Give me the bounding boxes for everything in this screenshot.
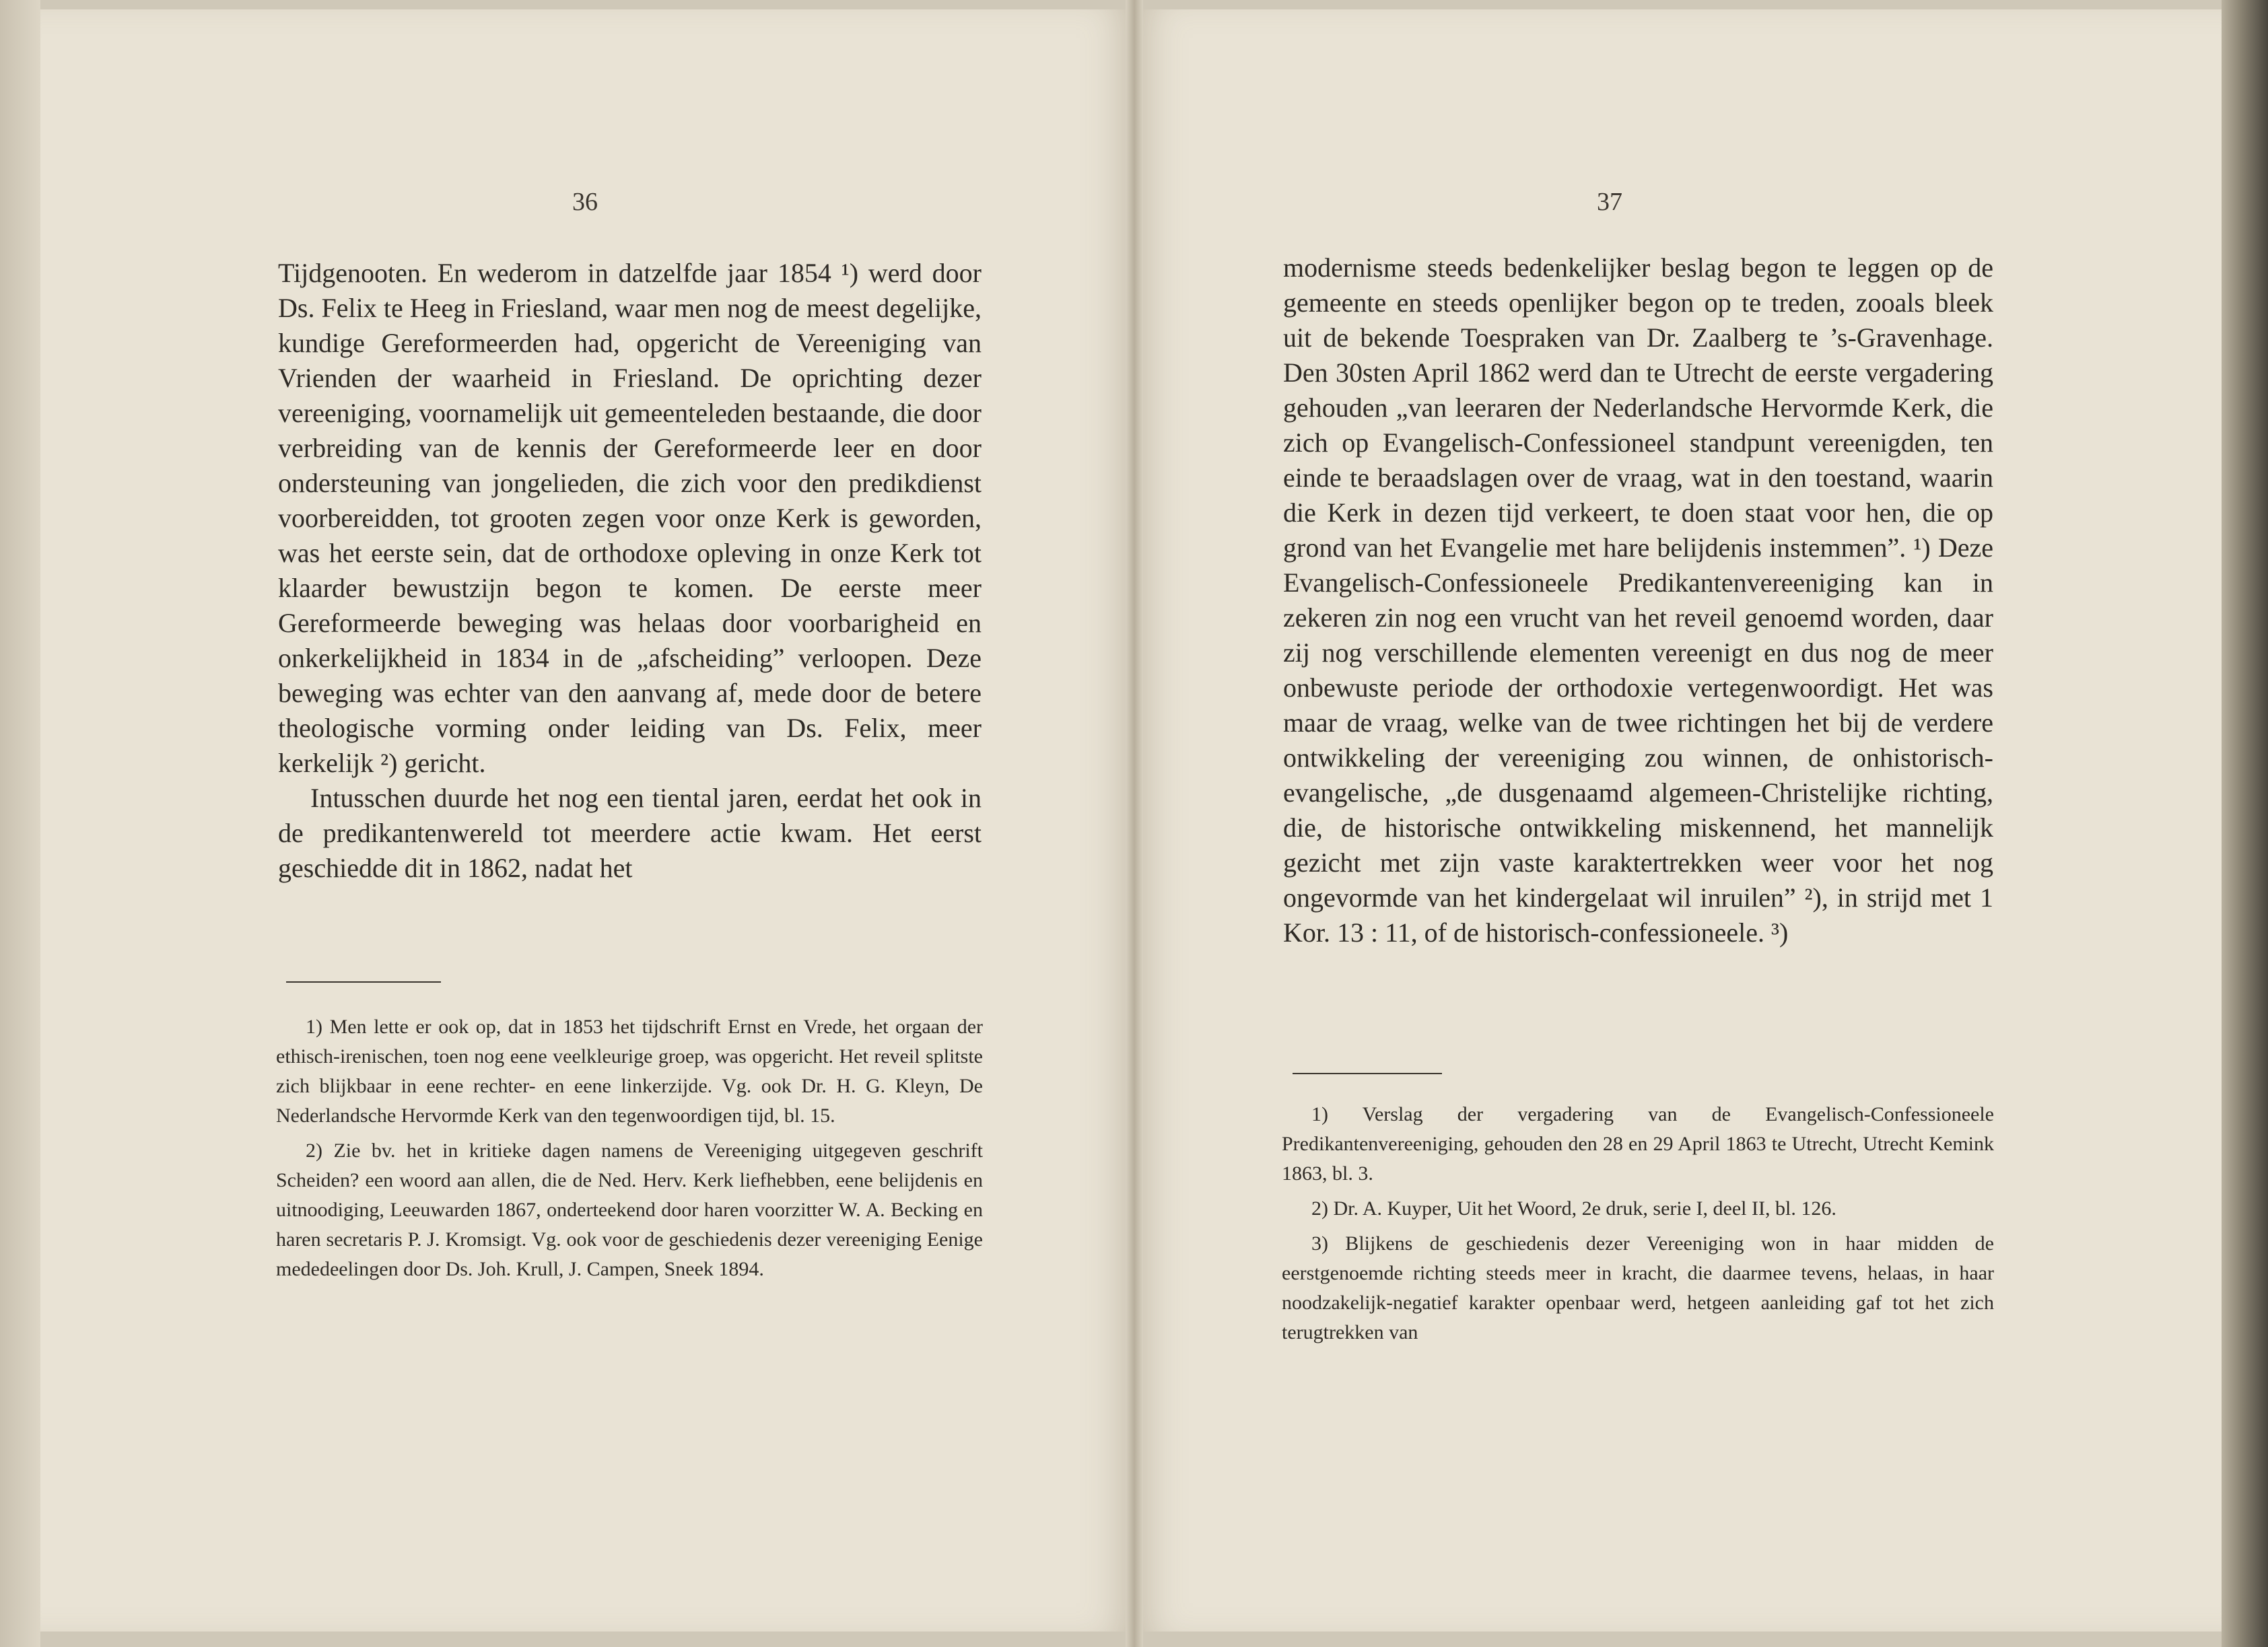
- left-paragraph-2: Intusschen duurde het nog een tiental jaren, eerdat het ook in de predikantenwereld tot meerdere actie kwam. Het eerst geschiedde dit in 1862, nadat het: [278, 783, 982, 883]
- right-body-text: [1283, 250, 1993, 950]
- page-edge-left: [0, 0, 40, 1647]
- left-paragraph-1: Tijdgenooten. En wederom in datzelfde jaar 1854 ¹) werd door Ds. Felix te Heeg in Friesland, waar men nog de meest degelijke, kundige Gereformeerden had, opgericht de Vereeniging van Vrienden der waarheid in Friesland. De oprichting dezer vereeniging, voornamelijk uit gemeenteleden bestaande, die door verbreiding van de kennis der Gereformeerde leer en door ondersteuning van jongelieden, die zich voor den predikdienst voorbereidden, tot grooten zegen voor onze Kerk is geworden, was het eerste sein, dat de orthodoxe opleving in onze Kerk tot klaarder bewustzijn begon te komen. De eerste meer Gereformeerde beweging was helaas door voorbarigheid en onkerkelijkheid in 1834 in de „afscheiding” verloopen. Deze beweging was echter van den aanvang af, mede door de betere theologische vorming onder leiding van Ds. Felix, meer kerkelijk ²) gericht.: [278, 258, 982, 778]
- right-footnote-1: 1) Verslag der vergadering van de Evangelisch-Confessioneele Predikantenvereeniging, gehouden den 28 en 29 April 1863 te Utrecht, Utrecht Kemink 1863, bl. 3.: [1282, 1103, 1994, 1185]
- right-footnotes: [1282, 1100, 1994, 1353]
- right-footnote-3: 3) Blijkens de geschiedenis dezer Vereeniging won in haar midden de eerstgenoemde richting steeds meer in kracht, die daarmee tevens, helaas, in haar noodzakelijk-negatief karakter openbaar werd, hetgeen aanleiding gaf tot het zich terugtrekken van: [1282, 1232, 1994, 1343]
- book-gutter: [1126, 0, 1143, 1647]
- right-paragraph-1: modernisme steeds bedenkelijker beslag begon te leggen op de gemeente en steeds openlijker begon op te treden, zooals bleek uit de bekende Toespraken van Dr. Zaalberg te ’s-Gravenhage. Den 30sten April 1862 werd dan te Utrecht de eerste vergadering gehouden „van leeraren der Nederlandsche Hervormde Kerk, die zich op Evangelisch-Confessioneel standpunt vereenigden, ten einde te beraadslagen over de vraag, wat in den toestand, waarin die Kerk in dezen tijd verkeert, te doen staat voor hen, die op grond van het Evangelie met hare belijdenis instemmen”. ¹) Deze Evangelisch-Confessioneele Predikantenvereeniging kan in zekeren zin nog een vrucht van het reveil genoemd worden, daar zij nog verschillende elementen vereenigt en dus nog de meer onbewuste periode der orthodoxie vertegenwoordigt. Het was maar de vraag, welke van de twee richtingen het bij de verdere ontwikkeling der vereeniging zou winnen, de onhistorisch-evangelische, „de dusgenaamd algemeen-Christelijke richting, die, de historische ontwikkeling miskennend, het mannelijk gezicht met zijn vaste karaktertrekken weer voor het nog ongevormde van het kindergelaat wil inruilen” ²), in strijd met 1 Kor. 13 : 11, of de historisch-confessioneele. ³): [1283, 252, 1993, 948]
- left-footnote-1: 1) Men lette er ook op, dat in 1853 het tijdschrift Ernst en Vrede, het orgaan der ethisch-irenischen, toen nog eene veelkleurige groep, was opgericht. Het reveil splitste zich blijkbaar in eene rechter- en eene linkerzijde. Vg. ook Dr. H. G. Kleyn, De Nederlandsche Hervormde Kerk van den tegenwoordigen tijd, bl. 15.: [276, 1016, 983, 1127]
- footnote-divider-left: [286, 981, 441, 983]
- left-page-number: 36: [572, 188, 598, 216]
- page-edge-right: [2222, 0, 2268, 1647]
- left-footnotes: [276, 1012, 983, 1290]
- left-footnote-2: 2) Zie bv. het in kritieke dagen namens de Vereeniging uitgegeven geschrift Scheiden? een woord aan allen, die de Ned. Herv. Kerk liefhebben, eene belijdenis en uitnoodiging, Leeuwarden 1867, onderteekend door haren voorzitter W. A. Becking en haren secretaris P. J. Kromsigt. Vg. ook voor de geschiedenis dezer vereeniging Eenige mededeelingen door Ds. Joh. Krull, J. Campen, Sneek 1894.: [276, 1140, 983, 1280]
- footnote-divider-right: [1293, 1073, 1442, 1074]
- right-footnote-2: 2) Dr. A. Kuyper, Uit het Woord, 2e druk, serie I, deel II, bl. 126.: [1311, 1197, 1836, 1220]
- left-body-text: [278, 256, 982, 886]
- right-page-number: 37: [1597, 188, 1622, 216]
